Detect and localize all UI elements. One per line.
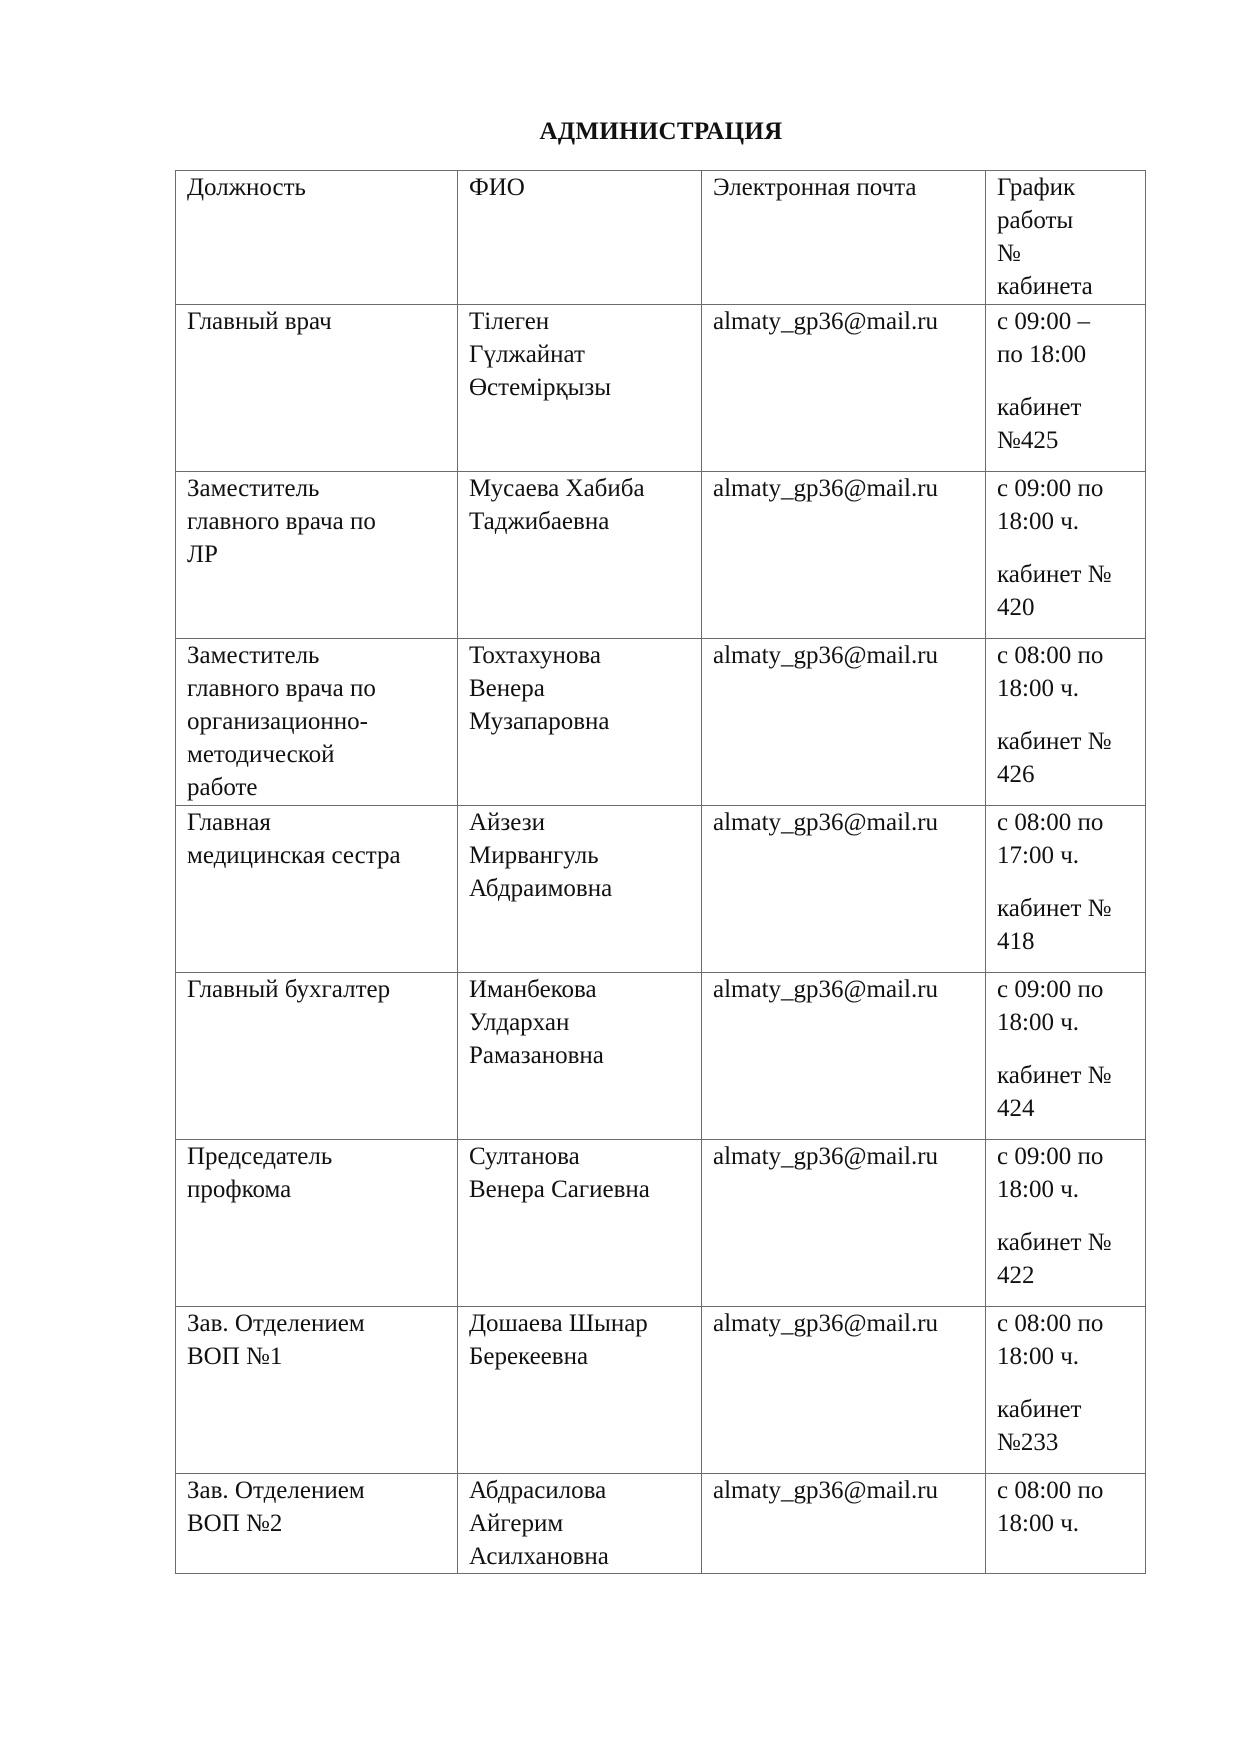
- email-cell: [702, 806, 986, 973]
- position-cell: Заместитель главного врача по организационно- методической работе: [176, 639, 458, 806]
- schedule-cell: с 09:00 по 18:00 ч. кабинет № 422: [986, 1140, 1146, 1307]
- schedule-cell: с 08:00 по 18:00 ч.: [986, 1474, 1146, 1574]
- table-row: [176, 639, 1146, 806]
- name-cell: Абдрасилова Айгерим Асилхановна: [458, 1474, 702, 1574]
- table-row: [176, 472, 1146, 639]
- table-row: [176, 806, 1146, 973]
- position-cell: Главный врач: [176, 305, 458, 472]
- administration-table: [175, 170, 1146, 1574]
- schedule-cell: с 08:00 по 17:00 ч. кабинет № 418: [986, 806, 1146, 973]
- page-title: АДМИНИСТРАЦИЯ: [539, 118, 783, 145]
- header-name: ФИО: [458, 171, 702, 305]
- position-cell: Главная медицинская сестра: [176, 806, 458, 973]
- header-schedule: График работы № кабинета: [986, 171, 1146, 305]
- schedule-cell: с 08:00 по 18:00 ч. кабинет №233: [986, 1307, 1146, 1474]
- email-cell: [702, 305, 986, 472]
- header-email: Электронная почта: [702, 171, 986, 305]
- name-cell: Иманбекова Улдархан Рамазановна: [458, 973, 702, 1140]
- email-address: almaty_gp36@mail.ru: [713, 308, 939, 335]
- email-cell: [702, 1474, 986, 1574]
- table-row: [176, 1140, 1146, 1307]
- name-cell: Тохтахунова Венера Музапаровна: [458, 639, 702, 806]
- name-cell: Тілеген Гүлжайнат Өстемірқызы: [458, 305, 702, 472]
- table-row: [176, 1474, 1146, 1574]
- position-cell: Зав. Отделением ВОП №1: [176, 1307, 458, 1474]
- email-cell: [702, 973, 986, 1140]
- position-cell: Главный бухгалтер: [176, 973, 458, 1140]
- name-cell: Дошаева Шынар Берекеевна: [458, 1307, 702, 1474]
- email-cell: [702, 1307, 986, 1474]
- name-cell: Айзези Мирвангуль Абдраимовна: [458, 806, 702, 973]
- table-header-row: [176, 171, 1146, 305]
- position-cell: Зав. Отделением ВОП №2: [176, 1474, 458, 1574]
- table-row: [176, 305, 1146, 472]
- email-address: almaty_gp36@mail.ru: [713, 1477, 939, 1504]
- schedule-cell: с 08:00 по 18:00 ч. кабинет № 426: [986, 639, 1146, 806]
- schedule-cell: с 09:00 по 18:00 ч. кабинет № 420: [986, 472, 1146, 639]
- email-address: almaty_gp36@mail.ru: [713, 976, 939, 1003]
- email-cell: [702, 472, 986, 639]
- table-row: [176, 973, 1146, 1140]
- schedule-cell: с 09:00 по 18:00 ч. кабинет № 424: [986, 973, 1146, 1140]
- header-position: Должность: [176, 171, 458, 305]
- email-address: almaty_gp36@mail.ru: [713, 642, 939, 669]
- email-address: almaty_gp36@mail.ru: [713, 1310, 939, 1337]
- email-address: almaty_gp36@mail.ru: [713, 1143, 939, 1170]
- name-cell: Султанова Венера Сагиевна: [458, 1140, 702, 1307]
- email-cell: [702, 1140, 986, 1307]
- table-row: [176, 1307, 1146, 1474]
- schedule-cell: с 09:00 – по 18:00 кабинет №425: [986, 305, 1146, 472]
- email-address: almaty_gp36@mail.ru: [713, 809, 939, 836]
- position-cell: Председатель профкома: [176, 1140, 458, 1307]
- position-cell: Заместитель главного врача по ЛР: [176, 472, 458, 639]
- email-cell: [702, 639, 986, 806]
- name-cell: Мусаева Хабиба Таджибаевна: [458, 472, 702, 639]
- email-address: almaty_gp36@mail.ru: [713, 475, 939, 502]
